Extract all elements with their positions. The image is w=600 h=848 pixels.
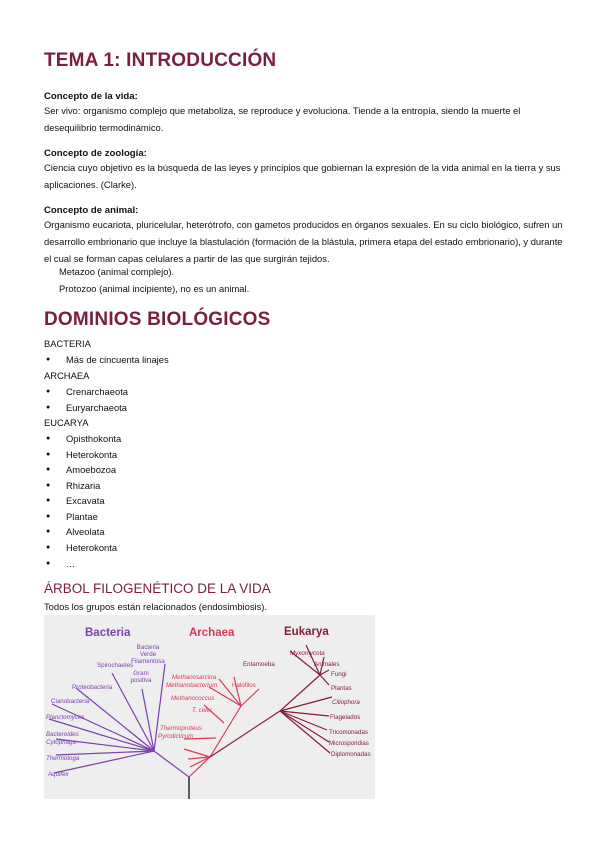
bullet-icon: ● [46,388,51,395]
bullet-icon: ● [46,404,51,411]
tree-label-cianobacteria: Cianobacteria [51,698,90,705]
tree-label-myxomycota: Myxomycota [290,650,325,657]
list-item: Plantae [66,511,98,522]
tree-label-thermotoga: Thermotoga [46,755,80,762]
tree-label-proteobacteria: Proteobacteria [72,684,113,691]
list-item: Crenarchaeota [66,386,129,397]
tree-label-bacteria-verde-2: Verde [139,651,157,658]
domain-archaea-heading: ARCHAEA [44,370,90,381]
list-item: Excavata [66,495,105,506]
tree-label-animales: Animales [314,661,340,668]
page-title: TEMA 1: INTRODUCCIÓN [44,50,277,71]
animal-label: Concepto de animal: [44,205,139,216]
bullet-icon: ● [46,482,51,489]
list-item: Opisthokonta [66,433,122,444]
bullet-icon: ● [46,513,51,520]
tree-label-gram-1: Gram [133,670,149,677]
bullet-icon: ● [46,544,51,551]
tree-label-methanococcus: Methanococcus [171,695,215,702]
tree-label-halofilos: Halófilos [232,682,256,689]
tree-domain-bacteria: Bacteria [85,627,131,639]
list-item: Más de cincuenta linajes [66,354,169,365]
arbol-text: Todos los grupos están relacionados (endosimbiosis). [44,601,268,612]
bacteria-labels [46,644,165,778]
bullet-icon: ● [46,560,51,567]
animal-protozoo: Protozoo (animal incipiente), no es un animal. [59,283,250,294]
arbol-title: ÁRBOL FILOGENÉTICO DE LA VIDA [44,581,271,596]
list-item: Alveolata [66,526,105,537]
animal-text: Organismo eucariota, pluricelular, heterótrofo, con gametos producidos en órganos sexuales. En su ciclo biológico, sufren un desarrollo embrionario que incluye la blastulación (formación de la blástula, primera etapa del estado embrionario), y durante el cual se forman capas celulares a partir de las que surgirán tejidos. [44,219,563,264]
tree-label-aquifex: Aquifex [48,771,69,778]
tree-label-thermoproteus: Thermoproteus [160,725,202,732]
tree-label-bacteria-verde-1: Bacteria [136,644,160,651]
bullet-icon: ● [46,435,51,442]
tree-label-diplomonadas: Diplomonadas [331,751,371,758]
vida-text: Ser vivo: organismo complejo que metaboliza, se reproduce y evoluciona. Tiende a la entropía, siendo la muerte el desequilibrio termodinámico. [44,105,521,133]
animal-metazoo: Metazoo (animal complejo). [59,266,175,277]
zoologia-label: Concepto de zoología: [44,148,147,159]
tree-label-plantas: Plantas [331,685,352,692]
tree-label-planctomyces: Planctomyces [46,714,85,721]
bullet-icon: ● [46,451,51,458]
tree-label-methanosarcina: Methanosarcina [172,674,217,681]
tree-label-methanobacterium: Methanobacterium [166,682,218,689]
tree-label-cytophaga: Cytophaga [46,739,76,746]
list-item: Amoebozoa [66,464,117,475]
bullet-icon: ● [46,356,51,363]
domain-bacteria-heading: BACTERIA [44,338,91,349]
list-item: Euryarchaeota [66,402,127,413]
tree-label-bacteria-verde-3: Filamentosa [131,658,165,665]
tree-label-fungi: Fungi [331,671,347,678]
vida-label: Concepto de la vida: [44,91,138,102]
tree-label-gram-2: positiva [130,677,152,684]
bullet-icon: ● [46,466,51,473]
tree-domain-eukarya: Eukarya [284,626,329,638]
tree-label-pyrodicticum: Pyrodicticum [158,733,194,740]
list-item: Heterokonta [66,449,118,460]
domain-eucarya-heading: EUCARYA [44,417,89,428]
tree-label-t-celer: T. celer [192,707,213,714]
bullet-icon: ● [46,528,51,535]
list-item: Heterokonta [66,542,118,553]
tree-label-flagelados: Flagelados [330,714,361,721]
tree-label-entamoeba: Entamoeba [243,661,275,668]
tree-label-ciliophora: Ciliophora [332,699,360,706]
tree-label-bacteroides: Bacteroides [46,731,79,738]
phylogenetic-tree-figure [44,615,375,799]
tree-label-microsporidias: Microsporidias [329,740,369,747]
tree-label-spirochaetes: Spirochaetes [97,662,134,669]
list-item: … [66,558,76,569]
phylogenetic-tree-svg [44,615,375,799]
tree-label-tricomonadas: Tricomonadas [329,729,368,736]
tree-domain-archaea: Archaea [189,627,235,639]
bullet-icon: ● [46,497,51,504]
zoologia-text: Ciencia cuyo objetivo es la búsqueda de las leyes y principios que gobiernan la expresión de la vida animal en la tierra y sus aplicaciones. (Clarke). [44,162,561,190]
list-item: Rhizaria [66,480,101,491]
dominios-title: DOMINIOS BIOLÓGICOS [44,309,271,330]
